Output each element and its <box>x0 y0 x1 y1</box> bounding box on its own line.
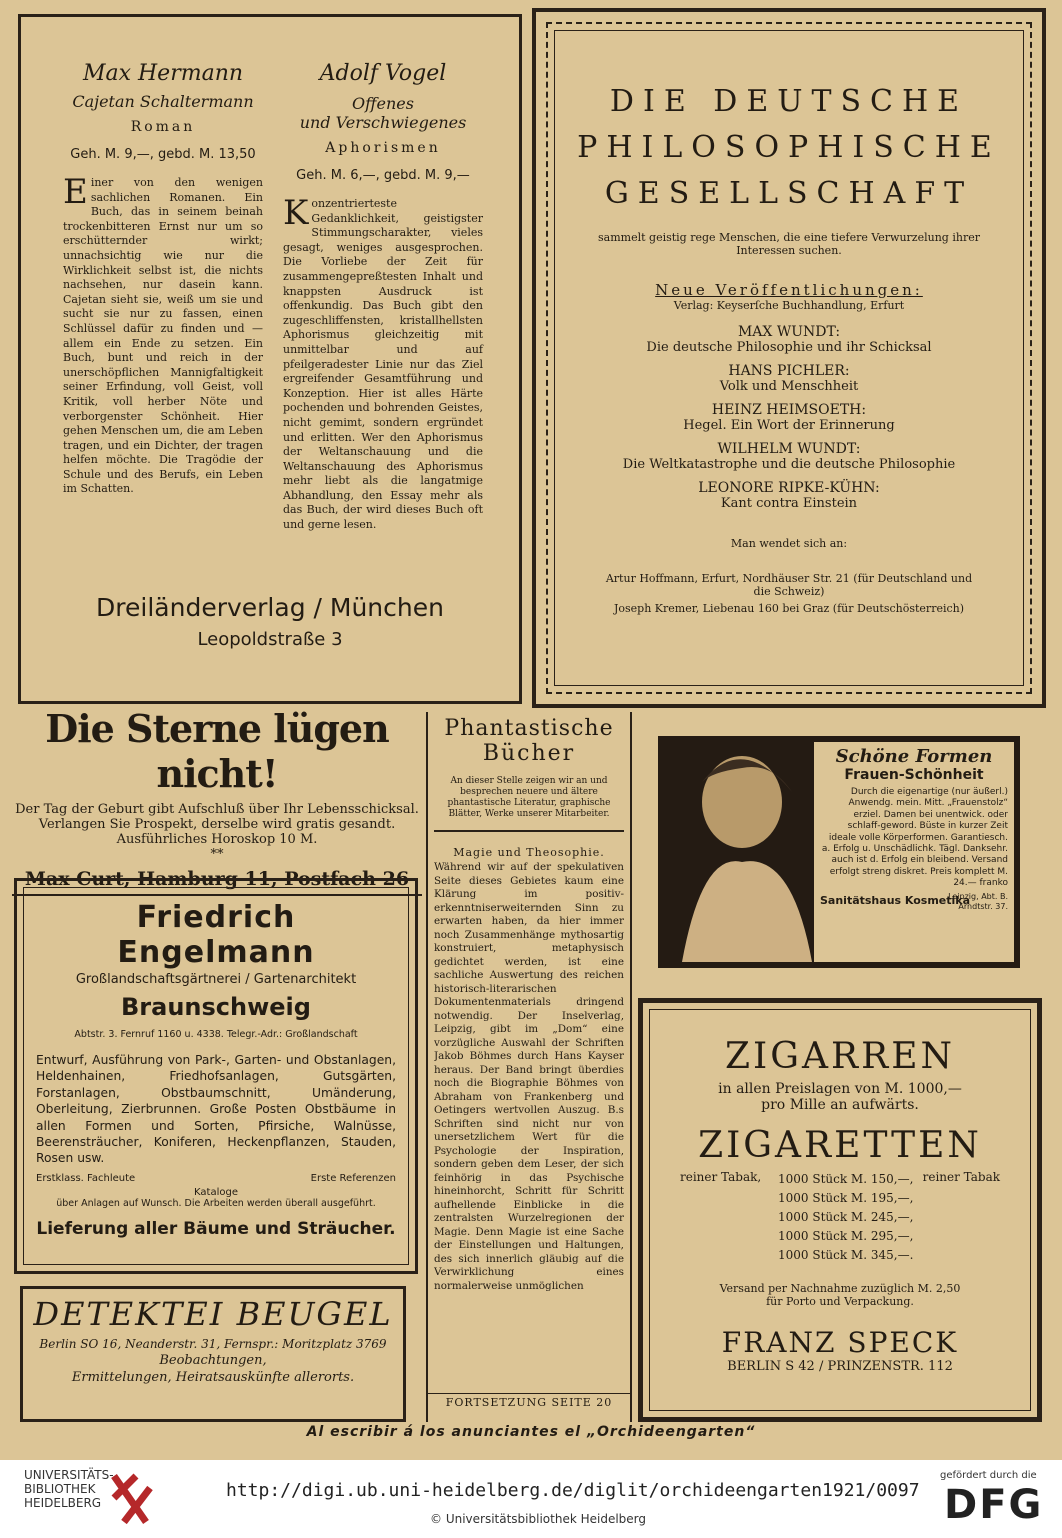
library-logo-icon <box>106 1468 154 1530</box>
company-city: Braunschweig <box>121 993 311 1021</box>
ad-franz-speck <box>638 998 1042 1422</box>
catalog-label: Kataloge <box>194 1186 238 1198</box>
publication-title: Die deutsche Philosophie und ihr Schicksal <box>646 340 932 355</box>
description-text: iner von den wenigen sachlichen Romanen. Ein Buch, das in seinem beinah trockenbitteren Ernst nur um so erschütternder wirkt; unnachsichtig wie nur die Wirklichkeit selbst ist, die nichts nachsehen, nur dasein kann. Cajetan sieht sie, weiß um sie und sucht sie nur zu fassen, einen Schlüssel dafür zu finden und — allem ein Ende zu setzen. Ein Buch, bunt und reich in der unerschöpflichen Mannigfaltigkeit seiner Erfindung, voll Geist, voll Kritik, voll herber Nöte und verborgenster Schönheit. Hier gehen Menschen um, die am Leben tragen, und ein Dichter, der tragen helfen möchte. Die Tragödie der Schule und des Berufs, ein Leben im Schatten. <box>63 176 263 496</box>
product-title: ZIGARREN <box>725 1036 955 1077</box>
company-services: Entwurf, Ausführung von Park-, Garten- und Obstanlagen, Heldenhainen, Friedhofsanlagen, Gutsgärten, Forstanlagen, Obstbaumschnitt, Umänderung, Oberleitung, Zierbrunnen. Große Posten Obstbäume in allen Formen und Sorten, Pfirsiche, Walnüsse, Beerensträucher, Koniferen, Heckenpflanzen, Stauden, Rosen usw. <box>36 1053 396 1166</box>
agency-line: Beobachtungen, <box>159 1353 267 1368</box>
price-row: 1000 Stück M. 345,—. <box>778 1248 914 1262</box>
column-title-line1: Phantastische <box>444 716 614 741</box>
woman-illustration-icon <box>662 742 822 962</box>
company-sub: Großlandschaftsgärtnerei / Gartenarchitekt <box>75 972 357 987</box>
publication-title: Volk und Menschheit <box>719 379 859 394</box>
book-title-line1: Offenes <box>352 94 414 113</box>
column-title-line2: Bücher <box>482 741 576 766</box>
title-line-1: DIE DEUTSCHE <box>609 84 969 119</box>
library-line: BIBLIOTHEK <box>24 1482 96 1496</box>
agency-address: Berlin SO 16, Neanderstr. 31, Fernspr.: Moritzplatz 3769 <box>39 1337 387 1351</box>
publication-title: Kant contra Einstein <box>720 496 858 511</box>
ad-text: Durch die eigenartige (nur äußerl.) Anwendg. mein. Mitt. „Frauenstolz“ erziel. Damen bei unentwick. oder schlaff-geword. Büste in kurzer Zeit ideale volle Körperformen. Garantiesch. a. Erfolg u. Unschädlichk. Tägl. Danksehr. auch ist d. Erfolg ein bleibend. Versand erfolgt streng diskret. Preis komplett M. 24.— franko <box>821 787 1008 889</box>
notes-row <box>36 1173 396 1187</box>
book-genre: Roman <box>130 119 196 135</box>
column-intro: An dieser Stelle zeigen wir an und besprechen neuere und ältere phantastische Literatur, graphische Blätter, Werke unserer Mitarbeiter. <box>434 776 624 832</box>
stars: ** <box>210 847 224 862</box>
continued-note: FORTSETZUNG SEITE 20 <box>428 1393 630 1409</box>
publication-author: HEINZ HEIMSOETH: <box>711 402 867 418</box>
price-row: 1000 Stück M. 245,—, <box>778 1210 914 1224</box>
note-right: Erste Referenzen <box>310 1172 396 1184</box>
library-footer <box>0 1460 1062 1538</box>
book-description <box>283 193 483 533</box>
article-heading: Magie und Theosophie. <box>453 846 605 859</box>
contact-austria: Joseph Kremer, Liebenau 160 bei Graz (für Deutschösterreich) <box>613 602 965 615</box>
library-line: HEIDELBERG <box>24 1496 102 1510</box>
decorative-border <box>546 22 1032 694</box>
column-phantastische-buecher <box>426 712 632 1422</box>
company-name: Friedrich Engelmann <box>117 900 315 970</box>
copyright: © Universitätsbibliothek Heidelberg <box>430 1512 647 1526</box>
seller-address: Leipzig, Abt. B. Arndtstr. 37. <box>948 891 1008 911</box>
price-list <box>650 1170 1030 1270</box>
tabak-left: reiner Tabak, <box>680 1170 762 1184</box>
address: Max Curt, Hamburg 11, Postfach 26 <box>12 868 422 896</box>
author-name: Adolf Vogel <box>319 61 447 86</box>
article-text: Während wir auf der spekulativen Seite dieses Gebietes kaum eine Klärung im positiv-erkenntniserweiternden Sinn zu erwarten haben, da hier immer noch Zusammenhänge mythosartig konstruiert, metaphysisch gedichtet werden, ist eine sachliche Auswertung des reichen historisch-literarischen Dokumentenmaterials dringend notwendig. Der Inselverlag, Leipzig, gibt im „Dom“ eine vorzügliche Auswahl der Schriften Jakob Böhmes durch Hans Kayser heraus. Der Band bringt überdies noch die Biographie Böhmes von Abraham von Frankenberg und Oetingers wertvollen Auszug. B.s Schriften sind nicht nur von unersetzlichem Wert für die Psychologie der Inspiration, sondern geben dem Leser, der sich feinhörig in das Psychische hineinhorcht, Schritt für Schritt aufhellende Einblicke in die zentralsten Wurzelregionen der Magie. Denn Magie ist eine Sache der Einstellungen und Haltungen, des sich innerlich gläubig auf die Verwirklichung eines normalerweise unmöglichen <box>434 861 624 1292</box>
book-genre: Aphorismen <box>325 140 441 156</box>
book-adolf-vogel <box>283 61 483 533</box>
section-heading: Neue Veröffentlichungen: <box>655 281 923 299</box>
author-name: Max Hermann <box>82 61 244 86</box>
publication-author: LEONORE RIPKE-KÜHN: <box>698 480 880 496</box>
price-row: 1000 Stück M. 150,—, <box>778 1172 914 1186</box>
product-line: pro Mille an aufwärts. <box>761 1097 919 1113</box>
company-contact: Abtstr. 3. Fernruf 1160 u. 4338. Telegr.-Adr.: Großlandschaft <box>74 1029 358 1040</box>
permalink-url[interactable]: http://digi.ub.uni-heidelberg.de/diglit/orchideengarten1921/0097 <box>226 1480 920 1501</box>
dropcap: K <box>283 193 309 233</box>
ad-detektei-beugel <box>20 1286 406 1422</box>
ad-line: Verlangen Sie Prospekt, derselbe wird gratis gesandt. <box>38 817 396 832</box>
contact-germany: Artur Hoffmann, Erfurt, Nordhäuser Str. 21 (für Deutschland und die Schweiz) <box>605 572 973 598</box>
ad-line: Ausführliches Horoskop 10 M. <box>116 832 318 847</box>
book-max-hermann <box>63 61 263 497</box>
verlag-line: Verlag: Keyserſche Buchhandlung, Erfurt <box>673 299 905 312</box>
ad-dreilaenderverlag <box>18 14 522 704</box>
ad-friedrich-engelmann <box>14 878 418 1274</box>
title-line-3: GESELLSCHAFT <box>604 176 974 211</box>
note-left: Erstklass. Fachleute <box>36 1172 136 1184</box>
page-footer-line: Al escribir á los anunciantes el „Orchideengarten“ <box>306 1424 756 1440</box>
ad-philosophische-gesellschaft <box>532 8 1046 708</box>
shipping-line: für Porto und Verpackung. <box>766 1295 914 1308</box>
seller-address: BERLIN S 42 / PRINZENSTR. 112 <box>727 1359 953 1374</box>
publications-list <box>555 324 1023 511</box>
book-price: Geh. M. 9,—, gebd. M. 13,50 <box>70 147 256 162</box>
tabak-right: reiner Tabak <box>922 1170 1000 1184</box>
shipping-line: Versand per Nachnahme zuzüglich M. 2,50 <box>719 1282 961 1295</box>
product-title: ZIGARETTEN <box>698 1125 982 1166</box>
publication-author: MAX WUNDT: <box>737 324 841 340</box>
price-row: 1000 Stück M. 295,—, <box>778 1229 914 1243</box>
publication-author: WILHELM WUNDT: <box>717 441 861 457</box>
book-description <box>63 172 263 497</box>
funding-note: gefördert durch die <box>940 1470 1037 1481</box>
dropcap: E <box>63 172 88 212</box>
publication-title: Hegel. Ein Wort der Erinnerung <box>683 418 895 433</box>
headline: Die Sterne lügen nicht! <box>45 706 389 796</box>
ad-schoene-formen <box>658 736 1020 968</box>
book-title: Cajetan Schaltermann <box>72 92 254 111</box>
publication-author: HANS PICHLER: <box>728 363 850 379</box>
title-line-2: PHILOSOPHISCHE <box>577 130 1001 165</box>
brand-name: Schöne Formen <box>835 746 993 767</box>
ad-horoskop <box>12 706 422 890</box>
library-line: UNIVERSITÄTS- <box>24 1468 114 1482</box>
catalog-note: über Anlagen auf Wunsch. Die Arbeiten werden überall ausgeführt. <box>56 1197 376 1209</box>
contact-intro: Man wendet sich an: <box>730 537 848 550</box>
agency-line: Ermittelungen, Heiratsauskünfte allerorts. <box>71 1370 355 1385</box>
seller-name: Sanitätshaus Kosmetika <box>820 893 971 907</box>
publication-title: Die Weltkatastrophe und die deutsche Philosophie <box>622 457 956 472</box>
book-title-line2: und Verschwiegenes <box>299 113 467 132</box>
ad-line: Der Tag der Geburt gibt Aufschluß über Ihr Lebensschicksal. <box>15 802 419 817</box>
description-text: onzentrierteste Gedanklichkeit, geistigster Stimmungscharakter, vieles gesagt, weniges ausgesprochen. Die Vorliebe der Zeit für zusammengepreßtesten Inhalt und knappsten Ausdruck ist offenkundig. Das Buch gibt den zugeschliffensten, kristallhellsten Aphorismus gleichzeitig mit unmittelbar und auf pfeilgeradester Linie nur das Ziel ergreifender Gesamtführung und Konzeption. Hier ist alles Härte pochenden und bohrenden Geistes, nicht gemimt, sondern ergründet und erlitten. Wer den Aphorismus der Weltanschauung und die Weltanschauung des Aphorismus mehr liebt als die langatmige Abhandlung, den Essay mehr als das Buch, der wird dieses Buch oft und gerne lesen. <box>283 197 483 532</box>
brand-sub: Frauen-Schönheit <box>844 767 984 783</box>
seller-name: FRANZ SPECK <box>721 1326 959 1359</box>
agency-name: DETEKTEI BEUGEL <box>33 1295 393 1333</box>
library-name <box>24 1468 114 1510</box>
book-price: Geh. M. 6,—, gebd. M. 9,— <box>296 168 470 183</box>
price-row: 1000 Stück M. 195,—, <box>778 1191 914 1205</box>
decorative-border-inner <box>554 30 1024 686</box>
company-footer: Lieferung aller Bäume und Sträucher. <box>36 1218 396 1239</box>
publisher-name: Dreiländerverlag / München <box>96 593 444 622</box>
product-line: in allen Preislagen von M. 1000,— <box>718 1081 962 1097</box>
publisher-address: Leopoldstraße 3 <box>197 629 343 650</box>
dfg-logo: DFG <box>944 1482 1044 1528</box>
intro-text: sammelt geistig rege Menschen, die eine tiefere Verwurzelung ihrer Interessen suchen. <box>598 231 980 257</box>
